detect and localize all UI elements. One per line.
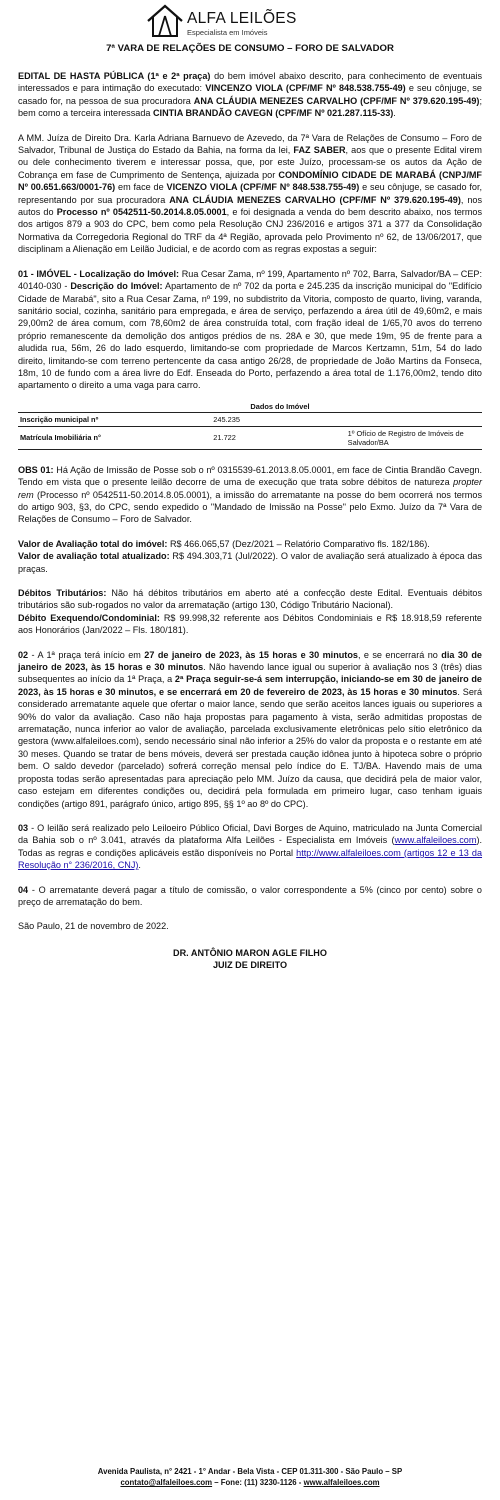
auctioneer-text: ). Todas as regras e condições aplicáveis estão disponíveis no Portal (18, 835, 482, 858)
plaintiff-name: CONDOMÍNIO CIDADE DE MARABÁ (278, 169, 436, 180)
brand-name: ALFA LEILÕES (187, 10, 297, 27)
signer-name: DR. ANTÔNIO MARON AGLE FILHO (173, 947, 327, 958)
condo-heading: Débito Exequendo/Condominial: (18, 612, 160, 623)
edital-text: do bem imóvel abaixo descrito, para conhecimento de eventuais interessados e para intimação do executado: (18, 71, 482, 94)
obs-heading: OBS 01: (18, 464, 54, 475)
intro-text: A MM. Juíza de Direito Dra. Karla Adriana Barnuevo de Azevedo, da 7ª Vara de Relações de Consumo – Foro de Salvador, Tribunal de Justiça do Estado da Bahia, na forma da lei, (18, 132, 482, 156)
obs-paragraph (18, 464, 482, 526)
tax-heading: Débitos Tributários: (18, 588, 107, 598)
auction-dates-paragraph (18, 649, 482, 810)
auctioneer-paragraph (18, 822, 482, 872)
condo-debts (18, 612, 482, 637)
third-party: CINTIA BRANDÃO CAVEGN (CPF/MF Nº 021.287.115-33) (152, 108, 394, 119)
auctioneer-text: . (138, 860, 141, 871)
attorney-name: ANA CLÁUDIA MENEZES CARVALHO (CPF/MF Nº 379.620.195-49) (193, 95, 480, 106)
obs-italic: propter rem (18, 477, 482, 500)
first-auction-start: 27 de janeiro de 2023, às 15 horas e 30 minutos (144, 649, 358, 660)
table-row (18, 426, 482, 450)
table-note (348, 417, 482, 421)
intro-text: e seu cônjuge, se casado for, representando por sua procuradora (18, 182, 483, 205)
faz-saber: FAZ SABER (293, 145, 346, 156)
auction-text: , e se encerrará no (357, 649, 442, 660)
footer-phone: (11) 3230-1126 (244, 1478, 297, 1487)
property-text: Rua Cesar Zama, nº 199, Apartamento nº 702, Barra, Salvador/BA – CEP: 40140-030 - (18, 268, 483, 292)
table-row (18, 412, 482, 426)
footer-address: Avenida Paulista, n° 2421 - 1° Andar - Bela Vista - CEP 01.311-300 - São Paulo – SP (97, 1467, 403, 1476)
obs-text: Há Ação de Imissão de Posse sob o nº 0315539-61.2013.8.05.0001, em face de Cintia Brandão Cavegn. Tendo em vista que o presente leilão decorre de uma de execução que trata sobre débitos de natureza (18, 464, 482, 488)
intro-text: , aos que o presente Edital virem ou dele conhecimento tiverem e interessar possa, que, por este Juízo, processam-se os autos da Ação de Cobrança em fase de Cumprimento de Sentença, ajuizada por (18, 145, 482, 180)
valuation-total (18, 538, 482, 550)
intro-text: , nos autos do (18, 194, 482, 218)
item-number: 03 (18, 822, 29, 833)
footer-email[interactable]: contato@alfaleiloes.com (120, 1478, 213, 1487)
edital-text: ; bem como a terceira interessada (18, 95, 482, 119)
commission-paragraph (18, 884, 482, 909)
footer-site[interactable]: www.alfaleiloes.com (303, 1478, 380, 1487)
table-note: 1º Ofício de Registro de Imóveis de Salvador/BA (347, 428, 464, 447)
condo-text: R$ 99.998,32 referente aos Débitos Condominiais e R$ 18.918,59 referente aos Honorários (Jan/2022 – Fls. 180/181). (18, 612, 482, 636)
intro-text: , e foi designada a venda do bem descrito abaixo, nos termos dos artigos 879 a 903 do CPC, bem como pela Resolução CNJ 236/2016 e artigos 371 a 377 da Consolidação Normativa da Corregedoria Regional do TRF da 4ª Região, aprovada pelo Provimento nº 62, de 13/06/2017, que disciplinam a Alienação em Leilão Judicial, e de acordo com as regras expostas a seguir: (18, 207, 482, 255)
auction-text: . Não havendo lance igual ou superior à avaliação nos 3 (três) dias subsequentes ao início da 1ª Praça, a (18, 662, 482, 685)
intro-text: em face de (115, 182, 167, 193)
edital-heading: EDITAL DE HASTA PÚBLICA (1ª e 2ª praça) (18, 71, 211, 81)
closing-date: São Paulo, 21 de novembro de 2022. (18, 921, 169, 932)
auctioneer-text: - O leilão será realizado pelo Leiloeiro Público Oficial, Davi Borges de Aquino, matriculado na Junta Comercial da Bahia sob o nº 3.041, através da plataforma Alfa Leilões - Especialista em Imóveis ( (18, 822, 482, 846)
valuation-heading: Valor de Avaliação total do imóvel: (18, 538, 168, 549)
footer-contact (0, 1477, 500, 1488)
signer-role: JUIZ DE DIREITO (212, 960, 288, 971)
auction-text: . Será considerado arrematante aquele que ofertar o maior lance, sendo que serão aceitos lances iguais ou superiores a 90% do valor da avaliação. Caso não haja propostas para pagamento à vista, serão admitidas propostas de arrematação, nunca inferior ao valor de avaliação, parcelada exclusivamente eletrônicas pelo sítio eletrônico da gestora (www.alfaleiloes.com), sendo necessário sinal não inferior a 25% do valor da proposta e o restante em até 30 meses. Quando se tratar de bens móveis, deverá ser prestada caução idônea junto à hipoteca sobre o próprio bem. O saldo devedor (parcelado) sofrerá correção mensal pelo índice do E. TJ/BA. Havendo mais de uma proposta todas serão apresentadas para apreciação pelo MM. Juízo da causa, que decidirá pela de maior valor, caso estejam em diferentes condições ou, decidirá pela formulada em primeiro lugar, caso tenham iguais condições (artigo 891, parágrafo único, artigo 895, §§ 1º ao 8º do CPC). (18, 686, 483, 809)
attorney-name: ANA CLÁUDIA MENEZES CARVALHO (CPF/MF Nº 379.620.195-49) (169, 194, 461, 205)
defendant-name: VICENZO VIOLA (CPF/MF Nº 848.538.755-49) (166, 182, 360, 193)
portal-link[interactable]: http://www.alfaleiloes.com (artigos 12 e 13 da Resolução n° 236/2016, CNJ) (18, 847, 483, 871)
footer-separator: - (296, 1478, 304, 1487)
property-description-heading: Descrição do Imóvel: (70, 281, 163, 292)
first-auction-end: dia 30 de janeiro de 2023, às 15 horas e 30 minutos (18, 649, 482, 673)
valuation-updated (18, 550, 482, 575)
alfaleiloes-link[interactable]: www.alfaleiloes.com (394, 835, 477, 846)
valuation-text: R$ 466.065,57 (Dez/2021 – Relatório Comparativo fls. 182/186). (167, 538, 430, 549)
table-label: Matrícula Imobiliária n° (20, 433, 101, 443)
item-number: 04 (18, 884, 29, 895)
edital-text: e seu cônjuge, se casado for, na pessoa de sua procuradora (18, 83, 482, 106)
edital-text: . (393, 108, 396, 119)
plaintiff-cnpj: (CNPJ/MF Nº 00.651.663/0001-76) (18, 169, 482, 193)
house-logo-icon (146, 4, 184, 38)
table-label: Inscrição municipal nº (20, 414, 99, 424)
table-title: Dados do Imóvel (250, 401, 310, 411)
property-text: Apartamento de nº 702 da porta e 245.235 da inscrição municipal do "Edifício Cidade de Marabá", sito a Rua Cesar Zama, nº 199, no subdistrito da Vitoria, composto de quarto, living, varanda, sanitário social, cozinha, sanitário para empregada, e área de serviço, perfazendo a área útil de 49,60m2, e mais 29,00m2 de área comum, com 78,60m2 de área construída total, com fração ideal de 1/65,70 avos do terreno próprio remanescente da demolição dos antigos prédios de ns. 28A e 30, que mede 19m, 95 de frente para a aludida rua, 56m, 26 do lado esquerdo, limitando-se com propriedade de Marcos Kertzamn, 51m, 54 do lado direito, limitando-se com terreno pertencente da casa antigo 26/28, de propriedade de João Martins da Fonseca, 18m, 10 de fundo com a área livre do Edf. Enseada do Porto, perfazendo a área total de 1.176,00m2, tendo dito apartamento o direito a uma vaga para carro. (18, 281, 482, 391)
executed-party: VINCENZO VIOLA (CPF/MF Nº 848.538.755-49) (205, 83, 406, 94)
tax-text: Não há débitos tributários em aberto até a confecção deste Edital. Eventuais débitos tributários são sub-rogados no valor da arrematação (artigo 130, Código Tributário Nacional). (18, 588, 482, 611)
signature-block (18, 947, 482, 972)
valuation-text: R$ 494.303,71 (Jul/2022). O valor de avaliação será atualizado à época das praças. (18, 551, 482, 574)
table-value: 245.235 (213, 414, 241, 424)
property-location-heading: 01 - IMÓVEL - Localização do Imóvel: (18, 268, 180, 279)
table-value: 21.722 (213, 433, 236, 443)
property-data-table (18, 402, 482, 450)
property-paragraph (18, 268, 482, 392)
court-title: 7ª VARA DE RELAÇÕES DE CONSUMO – FORO DE SALVADOR (106, 43, 394, 54)
document-body (18, 70, 482, 972)
brand-logo (146, 4, 346, 38)
tax-debts (18, 587, 482, 612)
obs-text: (Processo nº 0542511-50.2014.8.05.0001), a imissão do arrematante na posse do bem ocorrerá nos termos do artigo 903, §3, do CPC, sendo expedido o "Mandado de Imissão na Posse" pelo Exmo. Juízo da 7ª Vara de Relações de Consumo – Foro de Salvador. (18, 489, 482, 525)
page-footer (0, 1466, 500, 1488)
second-auction-dates: 2ª Praça seguir-se-á sem interrupção, iniciando-se em 30 de janeiro de 2023, às 15 horas e 30 minutos, e se encerrará em 20 de fevereiro de 2023, às 15 horas e 30 minutos (18, 674, 482, 697)
valuation-heading: Valor de avaliação total atualizado: (18, 551, 170, 562)
commission-text: - O arrematante deverá pagar a título de comissão, o valor correspondente a 5% (cinco por cento) sobre o preço de arrematação do bem. (18, 884, 482, 907)
item-number: 02 (18, 649, 29, 660)
intro-paragraph (18, 132, 482, 256)
footer-separator: – Fone: (212, 1478, 245, 1487)
auction-text: - A 1ª praça terá início em (28, 649, 145, 660)
brand-tagline: Especialista em Imóveis (187, 28, 268, 37)
edital-paragraph (18, 70, 482, 120)
process-number: Processo nº 0542511-50.2014.8.05.0001 (56, 207, 227, 218)
